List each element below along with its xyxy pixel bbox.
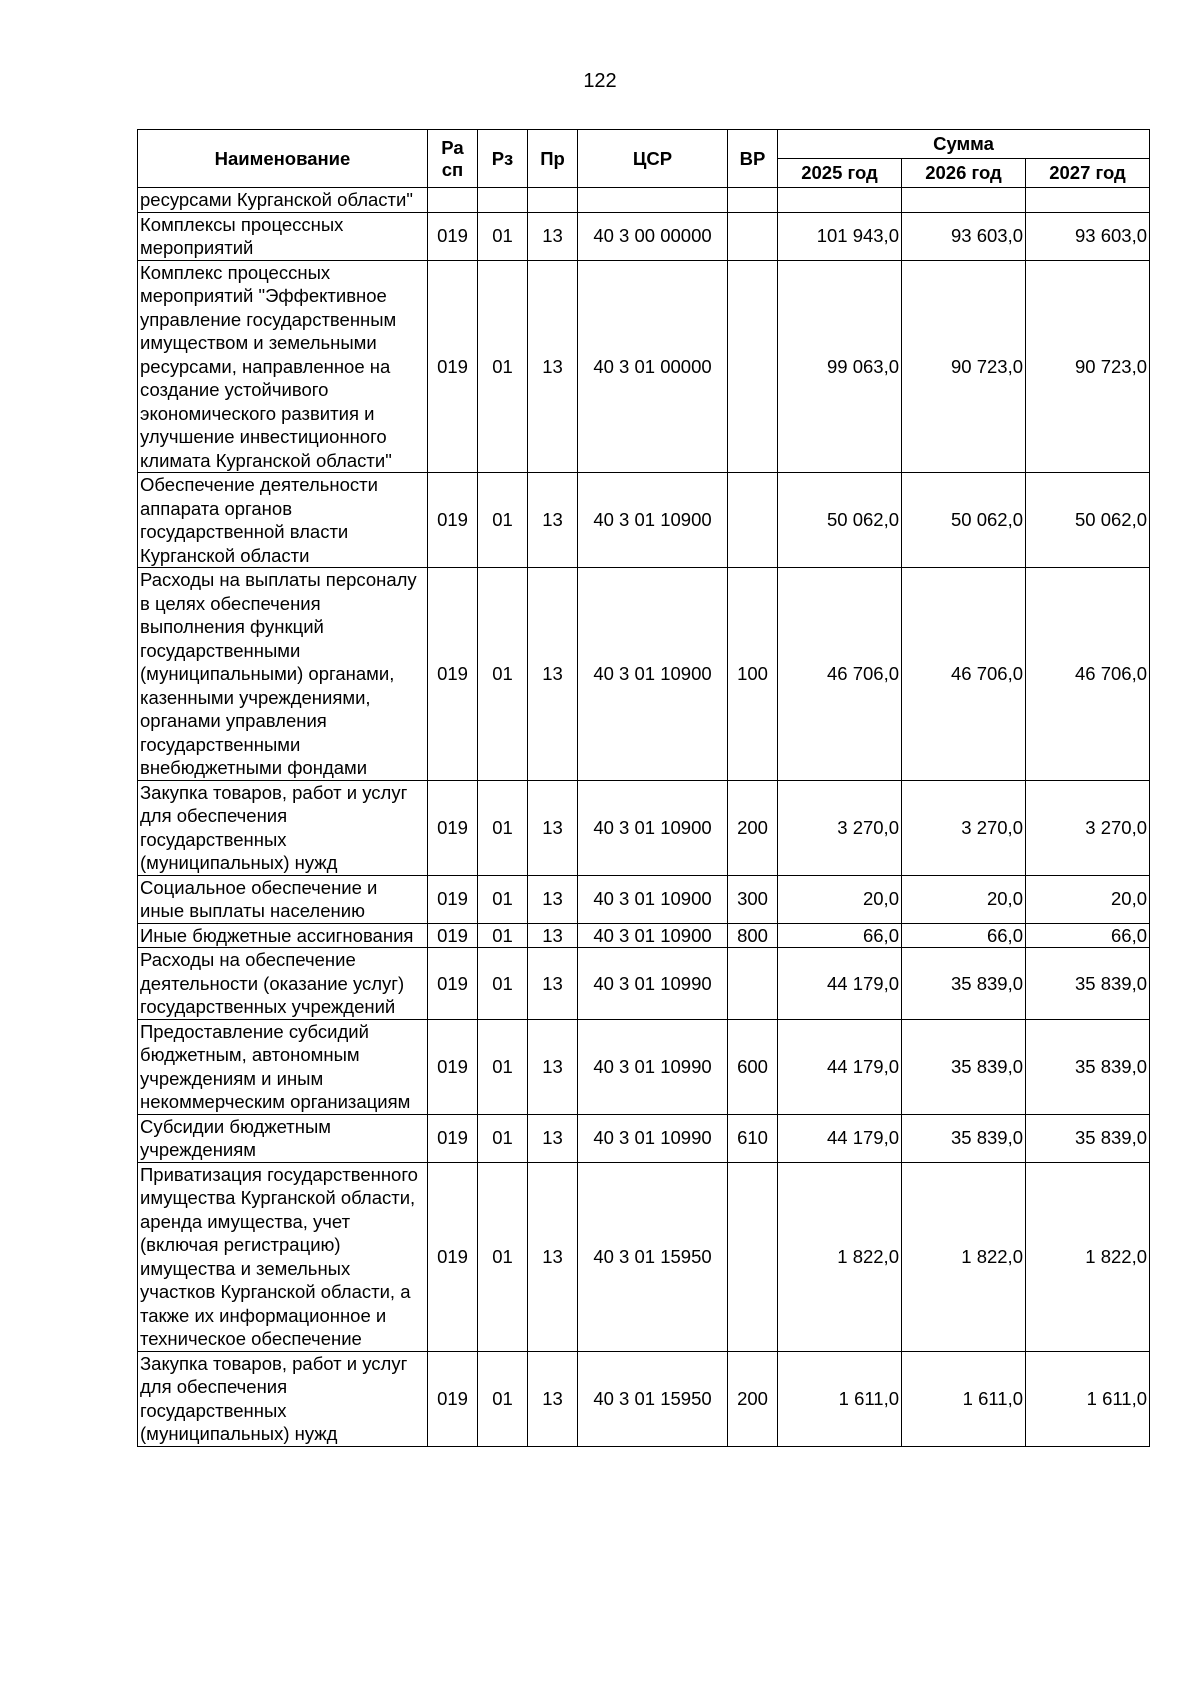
cell-2026	[902, 188, 1026, 213]
table-row	[138, 875, 1150, 923]
cell-rz: 01	[478, 875, 528, 923]
cell-2025: 66,0	[778, 923, 902, 948]
table-body	[138, 188, 1150, 1447]
header-2025: 2025 год	[778, 159, 902, 188]
cell-rz: 01	[478, 923, 528, 948]
cell-vr	[728, 948, 778, 1020]
cell-rz: 01	[478, 780, 528, 875]
cell-vr: 300	[728, 875, 778, 923]
cell-2025: 1 822,0	[778, 1162, 902, 1351]
cell-rasp: 019	[428, 212, 478, 260]
cell-2027: 93 603,0	[1026, 212, 1150, 260]
cell-2027: 1 611,0	[1026, 1351, 1150, 1446]
cell-rz: 01	[478, 473, 528, 568]
cell-rz: 01	[478, 1351, 528, 1446]
table-row	[138, 212, 1150, 260]
cell-pr: 13	[528, 875, 578, 923]
header-csr: ЦСР	[578, 130, 728, 188]
cell-csr: 40 3 01 10900	[578, 875, 728, 923]
cell-2026: 50 062,0	[902, 473, 1026, 568]
header-rasp: Ра сп	[428, 130, 478, 188]
cell-csr: 40 3 01 15950	[578, 1162, 728, 1351]
cell-2025: 44 179,0	[778, 948, 902, 1020]
cell-pr: 13	[528, 948, 578, 1020]
header-vr: ВР	[728, 130, 778, 188]
table-header	[138, 130, 1150, 188]
cell-vr	[728, 473, 778, 568]
cell-rasp: 019	[428, 780, 478, 875]
cell-csr: 40 3 01 10990	[578, 1019, 728, 1114]
cell-2027: 50 062,0	[1026, 473, 1150, 568]
cell-rz: 01	[478, 1019, 528, 1114]
cell-name: Расходы на выплаты персоналу в целях обеспечения выполнения функций государственными (муниципальными) органами, казенными учреждениями, органами управления государственными внебюджетными фондами	[138, 568, 428, 781]
cell-pr: 13	[528, 568, 578, 781]
cell-name: Предоставление субсидий бюджетным, автономным учреждениям и иным некоммерческим организациям	[138, 1019, 428, 1114]
cell-2025: 99 063,0	[778, 260, 902, 473]
cell-vr: 600	[728, 1019, 778, 1114]
cell-2025: 44 179,0	[778, 1019, 902, 1114]
cell-vr: 800	[728, 923, 778, 948]
cell-name: Комплекс процессных мероприятий "Эффективное управление государственным имуществом и земельными ресурсами, направленное на создание устойчивого экономического развития и улучшение инвестиционного климата Курганской области"	[138, 260, 428, 473]
header-sum: Сумма	[778, 130, 1150, 159]
cell-2027: 35 839,0	[1026, 948, 1150, 1020]
cell-rasp: 019	[428, 923, 478, 948]
cell-rz	[478, 188, 528, 213]
cell-csr: 40 3 01 10990	[578, 1114, 728, 1162]
cell-2025: 101 943,0	[778, 212, 902, 260]
cell-name: Комплексы процессных мероприятий	[138, 212, 428, 260]
page-number: 122	[583, 70, 617, 92]
cell-csr: 40 3 01 15950	[578, 1351, 728, 1446]
cell-2027: 66,0	[1026, 923, 1150, 948]
cell-rz: 01	[478, 212, 528, 260]
cell-vr	[728, 188, 778, 213]
cell-2026: 20,0	[902, 875, 1026, 923]
cell-pr: 13	[528, 1019, 578, 1114]
table-row	[138, 568, 1150, 781]
cell-pr	[528, 188, 578, 213]
header-name: Наименование	[138, 130, 428, 188]
cell-name: Обеспечение деятельности аппарата органов государственной власти Курганской области	[138, 473, 428, 568]
cell-rasp: 019	[428, 1351, 478, 1446]
table-row	[138, 948, 1150, 1020]
cell-2026: 1 611,0	[902, 1351, 1026, 1446]
cell-csr: 40 3 01 10900	[578, 780, 728, 875]
cell-pr: 13	[528, 1351, 578, 1446]
cell-rasp: 019	[428, 1019, 478, 1114]
cell-csr: 40 3 01 10900	[578, 473, 728, 568]
cell-2025	[778, 188, 902, 213]
header-2026: 2026 год	[902, 159, 1026, 188]
cell-pr: 13	[528, 780, 578, 875]
cell-name: Иные бюджетные ассигнования	[138, 923, 428, 948]
cell-name: Закупка товаров, работ и услуг для обеспечения государственных (муниципальных) нужд	[138, 1351, 428, 1446]
cell-rasp: 019	[428, 1114, 478, 1162]
cell-csr: 40 3 01 10990	[578, 948, 728, 1020]
cell-2026: 90 723,0	[902, 260, 1026, 473]
cell-2025: 20,0	[778, 875, 902, 923]
cell-rasp: 019	[428, 1162, 478, 1351]
cell-rasp	[428, 188, 478, 213]
cell-2025: 1 611,0	[778, 1351, 902, 1446]
cell-2026: 35 839,0	[902, 948, 1026, 1020]
cell-vr	[728, 212, 778, 260]
cell-csr: 40 3 01 10900	[578, 568, 728, 781]
cell-rasp: 019	[428, 948, 478, 1020]
cell-csr	[578, 188, 728, 213]
cell-2027: 1 822,0	[1026, 1162, 1150, 1351]
cell-rz: 01	[478, 1114, 528, 1162]
cell-vr: 100	[728, 568, 778, 781]
header-rz: Рз	[478, 130, 528, 188]
cell-csr: 40 3 01 00000	[578, 260, 728, 473]
cell-rasp: 019	[428, 473, 478, 568]
cell-2026: 35 839,0	[902, 1114, 1026, 1162]
cell-2026: 1 822,0	[902, 1162, 1026, 1351]
cell-2027: 35 839,0	[1026, 1019, 1150, 1114]
cell-pr: 13	[528, 923, 578, 948]
cell-vr: 200	[728, 1351, 778, 1446]
cell-2026: 3 270,0	[902, 780, 1026, 875]
cell-name: ресурсами Курганской области"	[138, 188, 428, 213]
cell-pr: 13	[528, 1114, 578, 1162]
header-pr: Пр	[528, 130, 578, 188]
cell-2027	[1026, 188, 1150, 213]
cell-2027: 3 270,0	[1026, 780, 1150, 875]
table-row	[138, 1351, 1150, 1446]
table-row	[138, 923, 1150, 948]
cell-rz: 01	[478, 1162, 528, 1351]
cell-csr: 40 3 00 00000	[578, 212, 728, 260]
cell-2025: 46 706,0	[778, 568, 902, 781]
table-row	[138, 1114, 1150, 1162]
cell-vr: 610	[728, 1114, 778, 1162]
cell-name: Приватизация государственного имущества Курганской области, аренда имущества, учет (включая регистрацию) имущества и земельных участков Курганской области, а также их информационное и техническое обеспечение	[138, 1162, 428, 1351]
cell-2025: 50 062,0	[778, 473, 902, 568]
cell-2026: 66,0	[902, 923, 1026, 948]
cell-2025: 44 179,0	[778, 1114, 902, 1162]
cell-name: Субсидии бюджетным учреждениям	[138, 1114, 428, 1162]
cell-2026: 35 839,0	[902, 1019, 1026, 1114]
cell-vr: 200	[728, 780, 778, 875]
cell-pr: 13	[528, 260, 578, 473]
cell-2027: 20,0	[1026, 875, 1150, 923]
cell-pr: 13	[528, 473, 578, 568]
cell-rasp: 019	[428, 875, 478, 923]
cell-2027: 35 839,0	[1026, 1114, 1150, 1162]
table-row	[138, 473, 1150, 568]
cell-rz: 01	[478, 260, 528, 473]
table-row	[138, 1019, 1150, 1114]
table-row	[138, 780, 1150, 875]
cell-rasp: 019	[428, 260, 478, 473]
cell-pr: 13	[528, 1162, 578, 1351]
cell-rz: 01	[478, 568, 528, 781]
cell-name: Закупка товаров, работ и услуг для обеспечения государственных (муниципальных) нужд	[138, 780, 428, 875]
cell-2027: 46 706,0	[1026, 568, 1150, 781]
cell-2027: 90 723,0	[1026, 260, 1150, 473]
budget-table	[137, 129, 1150, 1447]
cell-csr: 40 3 01 10900	[578, 923, 728, 948]
cell-rasp: 019	[428, 568, 478, 781]
header-2027: 2027 год	[1026, 159, 1150, 188]
cell-vr	[728, 260, 778, 473]
table-row	[138, 1162, 1150, 1351]
cell-name: Расходы на обеспечение деятельности (оказание услуг) государственных учреждений	[138, 948, 428, 1020]
cell-name: Социальное обеспечение и иные выплаты населению	[138, 875, 428, 923]
table-row	[138, 188, 1150, 213]
cell-2026: 93 603,0	[902, 212, 1026, 260]
cell-vr	[728, 1162, 778, 1351]
table-row	[138, 260, 1150, 473]
cell-rz: 01	[478, 948, 528, 1020]
cell-2026: 46 706,0	[902, 568, 1026, 781]
cell-pr: 13	[528, 212, 578, 260]
cell-2025: 3 270,0	[778, 780, 902, 875]
